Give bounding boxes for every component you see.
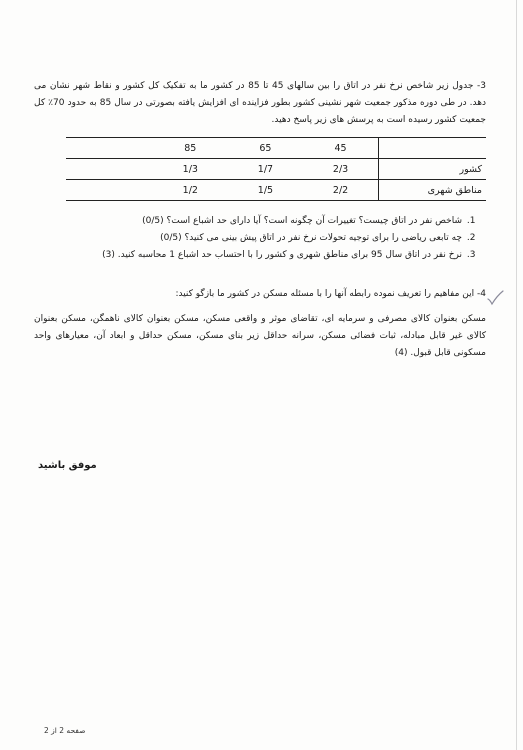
table-cell: 1/5 — [228, 180, 303, 201]
person-per-room-table — [66, 137, 486, 201]
table-year-cell: 65 — [228, 138, 303, 159]
table-cell: 2/2 — [303, 180, 379, 201]
question-4-prompt: 4- این مفاهیم را تعریف نموده رابطه آنها را با مسئله مسکن در کشور ما بازگو کنید: — [175, 289, 486, 299]
table-year-cell: 45 — [303, 138, 379, 159]
table-spare-cell — [66, 159, 153, 180]
checkmark-icon — [486, 290, 504, 306]
page-footer: صفحه 2 از 2 — [44, 726, 86, 735]
question-3-text: 3- جدول زیر شاخص نرخ نفر در اتاق را بین سالهای 45 تا 85 در کشور ما به تفکیک کل کشور و نقاط شهر نشان می دهد. در طی دوره مذکور جمعیت شهر نشینی کشور بطور فزاینده ای افزایش یافته بصورتی در سال 85 به حدود 70٪ کل جمعیت کشور رسیده است به پرسش های زیر پاسخ دهید. — [34, 81, 487, 125]
question-4-body: مسکن بعنوان کالای مصرفی و سرمایه ای، تقاضای موثر و واقعی مسکن، مسکن بعنوان کالای ناهمگن، مسکن بعنوان کالای غیر قابل مبادله، ثبات فضائی مسکن، سرانه حداقل زیر بنای مسکن، مسکن حداقل و ابعاد آن، معیارهای واحد مسکونی قابل قبول. (4) — [34, 314, 486, 358]
table-row-label: کشور — [379, 159, 486, 180]
table-row — [66, 159, 486, 180]
question-3-subquestions — [34, 213, 486, 264]
table-corner-cell — [379, 138, 486, 159]
subquestion-item: 2. چه تابعی ریاضی را برای توجیه تحولات نرخ نفر در اتاق پیش بینی می کنید؟ (0/5) — [34, 230, 464, 247]
table-header-row — [66, 138, 486, 159]
table-row-label: مناطق شهری — [379, 180, 486, 201]
table-year-cell: 85 — [153, 138, 228, 159]
subquestion-item: 1. شاخص نفر در اتاق چیست؟ تغییرات آن چگونه است؟ آیا دارای حد اشباع است؟ (0/5) — [34, 213, 464, 230]
table-spare-cell — [66, 180, 153, 201]
table-row — [66, 180, 486, 201]
table-cell: 1/2 — [153, 180, 228, 201]
subquestion-item: 3. نرخ نفر در اتاق سال 95 برای مناطق شهری و کشور را با احتساب حد اشباع 1 محاسبه کنید. (3) — [34, 247, 464, 264]
table-cell: 1/3 — [153, 159, 228, 180]
table-cell: 1/7 — [228, 159, 303, 180]
page-content — [34, 78, 486, 362]
closing-text: موفق باشید — [38, 460, 97, 471]
page-edge — [516, 0, 517, 750]
table-spare-cell — [66, 138, 153, 159]
table-cell: 2/3 — [303, 159, 379, 180]
